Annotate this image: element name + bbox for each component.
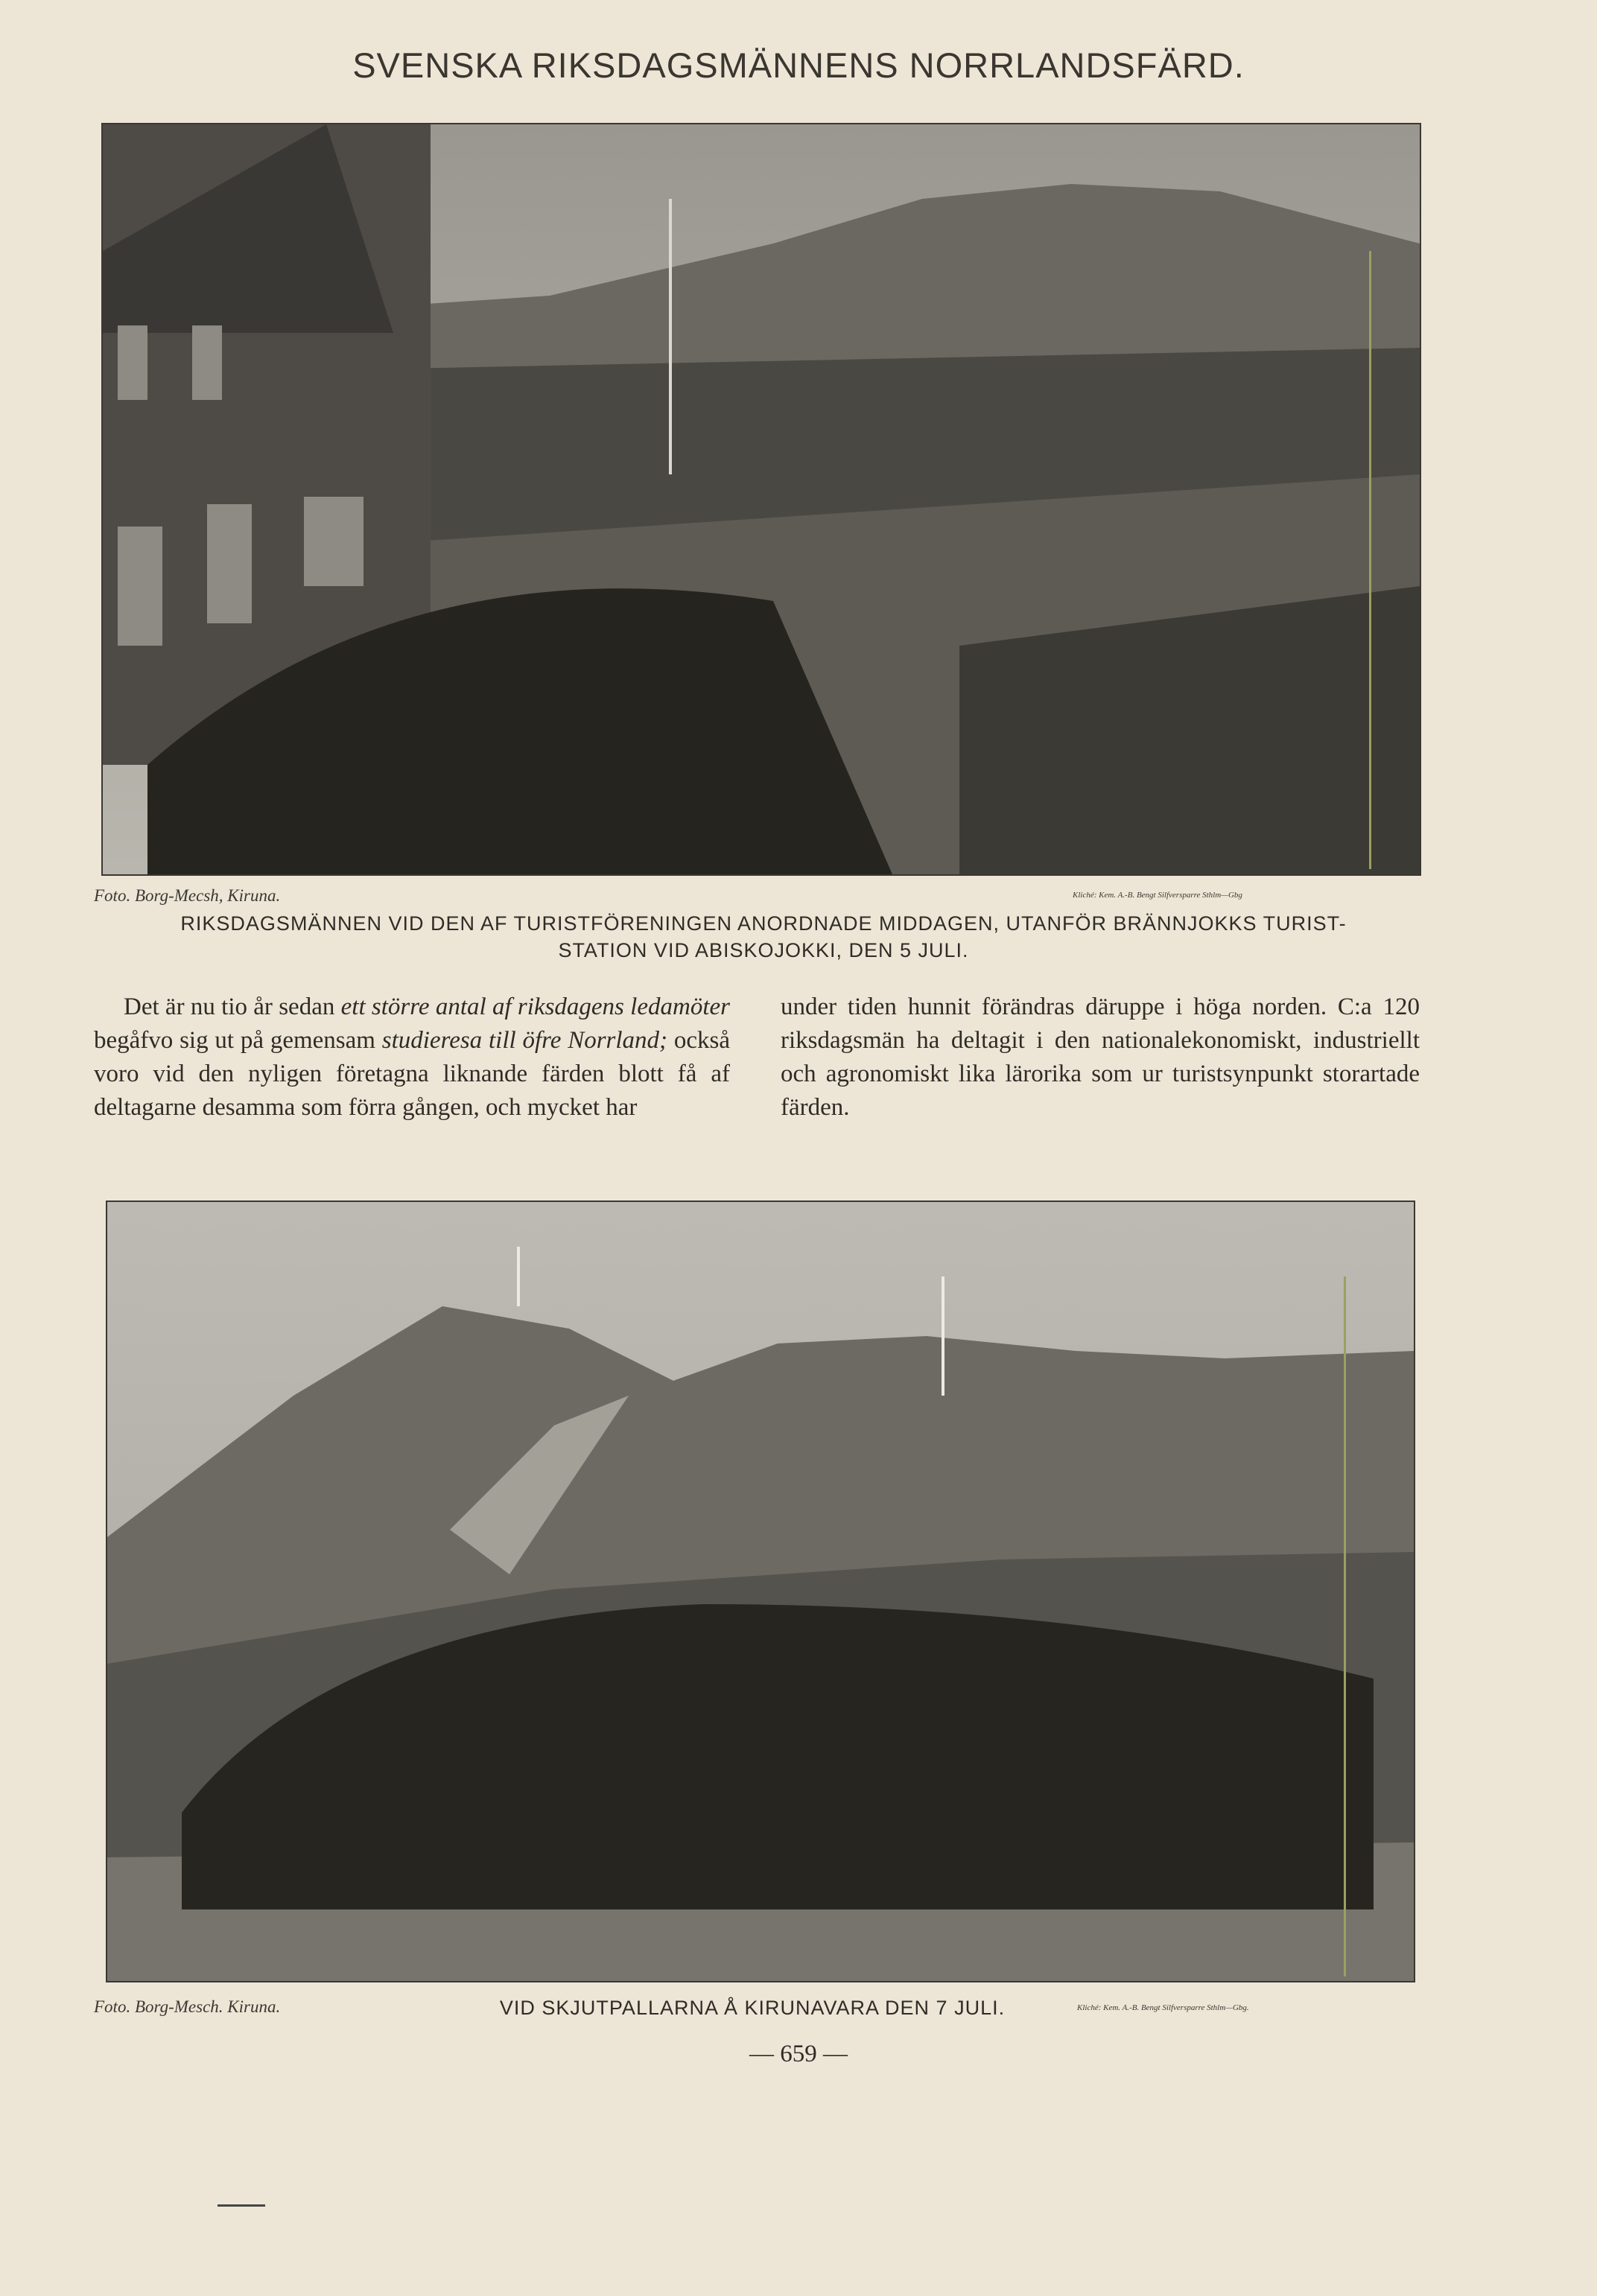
photo1-credit: Foto. Borg-Mecsh, Kiruna. xyxy=(94,886,281,905)
body-left-e: också voro vid den nyligen företagna liknande färden blott få af deltagarne desamma som förra gången, och mycket har xyxy=(94,1027,731,1121)
photo1-caption xyxy=(82,910,1445,964)
photo1-caption-line1: RIKSDAGSMÄNNEN VID DEN AF TURISTFÖRENINGEN ANORDNADE MIDDAGEN, UTANFÖR BRÄNNJOKKS TURIST- xyxy=(180,912,1347,935)
photo-kirunavara xyxy=(106,1201,1415,1982)
photo2-credit: Foto. Borg-Mesch. Kiruna. xyxy=(94,1997,281,2016)
body-left-emph1: ett större antal af riksdagens ledamöter xyxy=(340,993,730,1020)
photo1-caption-line2: STATION VID ABISKOJOKKI, DEN 5 JULI. xyxy=(558,939,969,961)
photo1-cliche: Kliché: Kem. A.-B. Bengt Silfversparre Sthlm—Gbg xyxy=(1073,891,1242,900)
photo2-cliche: Kliché: Kem. A.-B. Bengt Silfversparre Sthlm—Gbg. xyxy=(1077,2003,1249,2012)
body-text-right: under tiden hunnit förändras däruppe i höga norden. C:a 120 riksdagsmän ha deltagit i den nationalekonomiskt, industriellt och agronomiskt lika lärorika som ur turistsynpunkt storartade färden. xyxy=(781,993,1420,1121)
body-left-emph2: studieresa till öfre Norrland; xyxy=(381,1027,668,1054)
body-left-c: begåfvo sig ut på gemensam xyxy=(94,1027,382,1054)
photo2-caption: VID SKJUTPALLARNA Å KIRUNAVARA DEN 7 JULI. xyxy=(499,1997,1006,2019)
body-left-a: Det är nu tio år sedan xyxy=(124,993,341,1020)
page-number: — 659 — xyxy=(749,2041,848,2067)
margin-mark xyxy=(218,2204,265,2207)
photo-dinner-abisko xyxy=(101,123,1421,876)
body-text-left xyxy=(94,990,730,1125)
page-header: SVENSKA RIKSDAGSMÄNNENS NORRLANDSFÄRD. xyxy=(352,45,1245,85)
